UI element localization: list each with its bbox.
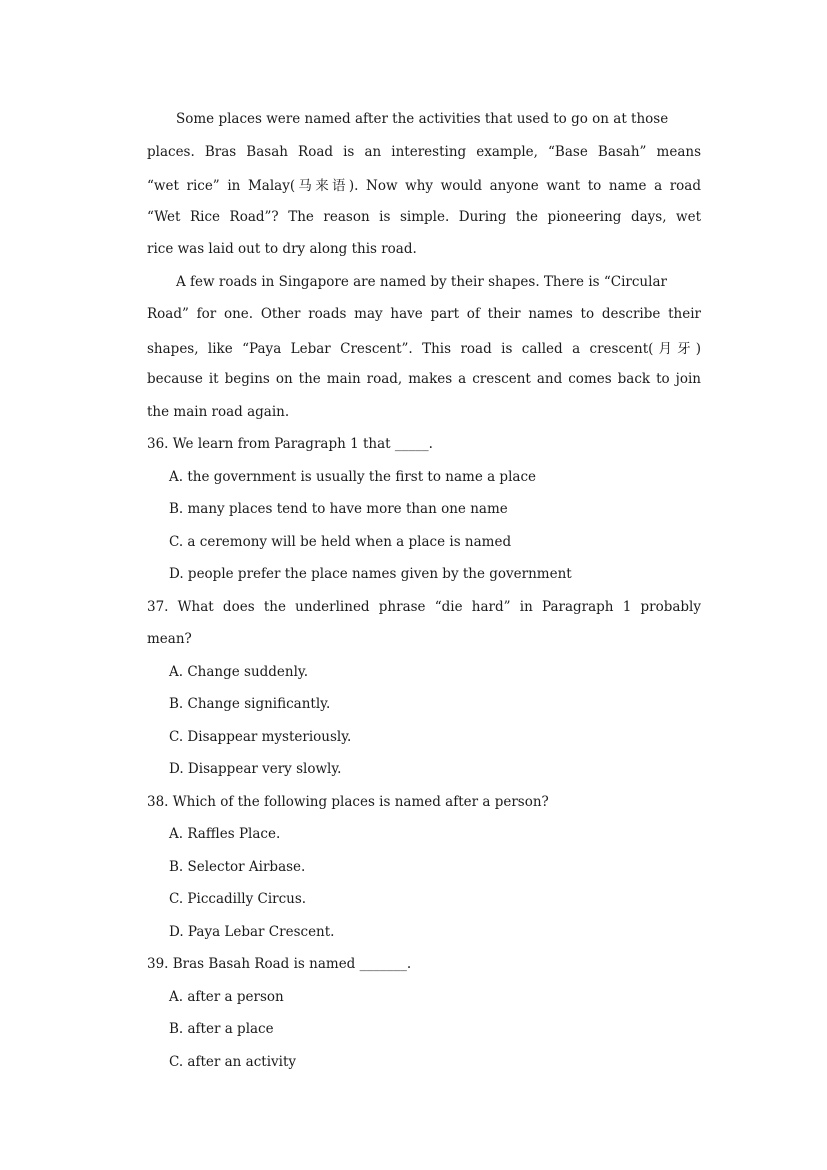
paragraph-line: because it begins on the main road, makes a crescent and comes back to join (147, 371, 701, 387)
paragraph-line: rice was laid out to dry along this road. (147, 241, 417, 257)
option-d: D. people prefer the place names given by the government (169, 566, 572, 582)
option-b: B. Selector Airbase. (169, 859, 306, 875)
option-b: B. after a place (169, 1021, 274, 1037)
paragraph-line: shapes, like “Paya Lebar Crescent”. This road is called a crescent(月牙) (147, 341, 701, 357)
option-c: C. Piccadilly Circus. (169, 891, 307, 907)
option-d: D. Disappear very slowly. (169, 761, 342, 777)
question-stem: 36. We learn from Paragraph 1 that _____. (147, 436, 433, 452)
option-c: C. after an activity (169, 1054, 297, 1070)
option-b: B. Change significantly. (169, 696, 331, 712)
paragraph-line: Road” for one. Other roads may have part of their names to describe their (147, 306, 701, 322)
question-stem-continued: mean? (147, 631, 192, 647)
paragraph-line: Some places were named after the activities that used to go on at those (176, 111, 669, 127)
option-d: D. Paya Lebar Crescent. (169, 924, 335, 940)
option-a: A. after a person (169, 989, 284, 1005)
option-c: C. Disappear mysteriously. (169, 729, 352, 745)
paragraph-line: A few roads in Singapore are named by their shapes. There is “Circular (176, 274, 667, 290)
option-a: A. Raffles Place. (169, 826, 281, 842)
option-a: A. the government is usually the first to name a place (169, 469, 536, 485)
option-b: B. many places tend to have more than one name (169, 501, 508, 517)
paragraph-line: “Wet Rice Road”? The reason is simple. During the pioneering days, wet (147, 209, 701, 225)
option-a: A. Change suddenly. (169, 664, 309, 680)
option-c: C. a ceremony will be held when a place is named (169, 534, 512, 550)
paragraph-line: the main road again. (147, 404, 290, 420)
question-stem: 38. Which of the following places is named after a person? (147, 794, 549, 810)
question-stem: 39. Bras Basah Road is named _______. (147, 956, 412, 972)
question-stem: 37. What does the underlined phrase “die hard” in Paragraph 1 probably (147, 599, 701, 615)
paragraph-line: “wet rice” in Malay(马来语). Now why would anyone want to name a road (147, 178, 701, 194)
paragraph-line: places. Bras Basah Road is an interesting example, “Base Basah” means (147, 144, 701, 160)
